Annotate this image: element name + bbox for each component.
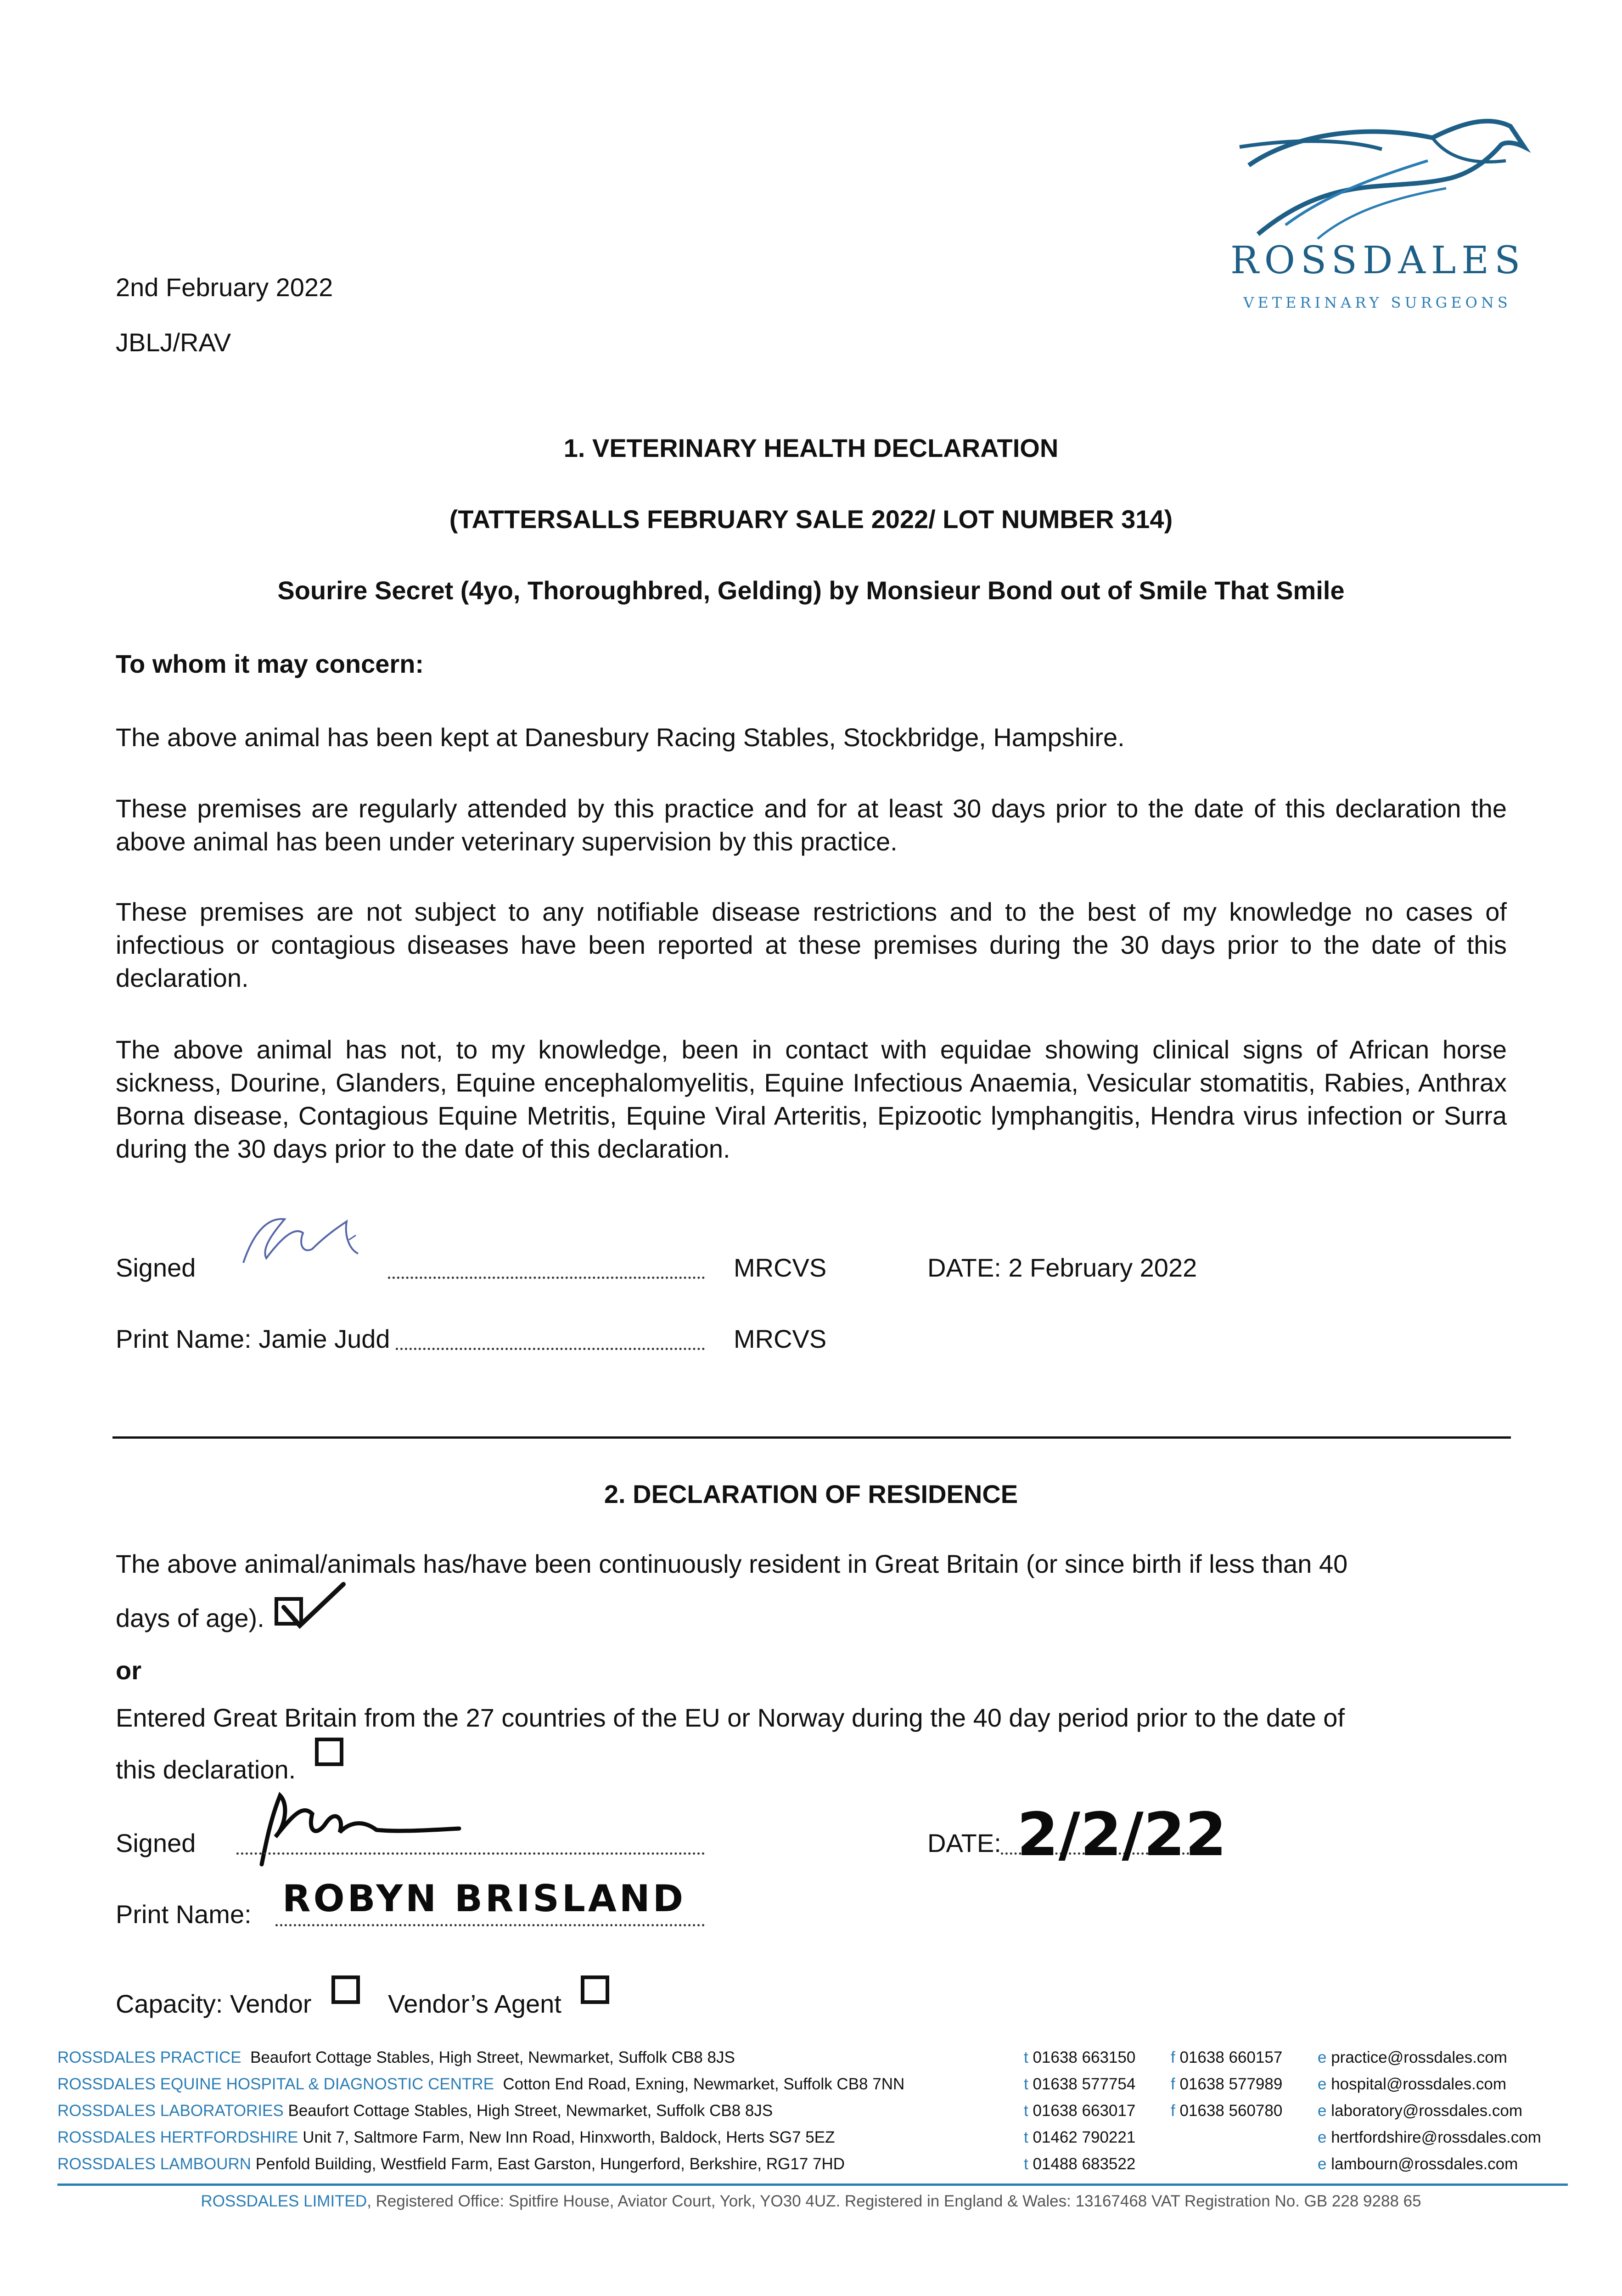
footer-row: ROSSDALES PRACTICE Beaufort Cottage Stables, High Street, Newmarket, Suffolk CB8 8JS xyxy=(57,2048,735,2066)
handwritten-date: 2/2/22 xyxy=(1017,1800,1227,1869)
footer-fax: f 01638 560780 xyxy=(1171,2102,1283,2120)
or-label: or xyxy=(116,1656,141,1685)
entered-checkbox[interactable] xyxy=(315,1738,343,1766)
checkmark-icon xyxy=(279,1580,348,1630)
print-name-vet: Print Name: Jamie Judd xyxy=(116,1324,390,1353)
paragraph: The above animal has been kept at Danesbury Racing Stables, Stockbridge, Hampshire. xyxy=(116,723,1125,752)
footer-rule xyxy=(57,2183,1568,2186)
entered-text-line1: Entered Great Britain from the 27 countries of the EU or Norway during the 40 day period prior to the date of xyxy=(116,1703,1345,1732)
section2-title: 2. DECLARATION OF RESIDENCE xyxy=(604,1480,1018,1508)
footer-row: ROSSDALES LABORATORIES Beaufort Cottage Stables, High Street, Newmarket, Suffolk CB8 8JS xyxy=(57,2102,773,2120)
horse-logo-icon xyxy=(1230,106,1533,243)
footer-phone: t 01638 663017 xyxy=(1024,2102,1136,2120)
section-divider xyxy=(112,1436,1511,1439)
signed-label-2: Signed xyxy=(116,1829,196,1857)
date-label: DATE: xyxy=(927,1829,1001,1857)
footer-email[interactable]: e practice@rossdales.com xyxy=(1318,2048,1507,2066)
vendor-signature-line xyxy=(236,1843,705,1855)
entered-text-line2: this declaration. xyxy=(116,1755,296,1784)
footer-email[interactable]: e hertfordshire@rossdales.com xyxy=(1318,2128,1541,2146)
brand-subtitle: VETERINARY SURGEONS xyxy=(1243,294,1511,311)
vendors-agent-checkbox[interactable] xyxy=(581,1975,609,2004)
letter-reference: JBLJ/RAV xyxy=(116,328,231,357)
brand-name: ROSSDALES xyxy=(1230,239,1526,282)
footer-phone: t 01638 663150 xyxy=(1024,2048,1136,2066)
footer-email[interactable]: e hospital@rossdales.com xyxy=(1318,2075,1507,2093)
footer-row: ROSSDALES HERTFORDSHIRE Unit 7, Saltmore Farm, New Inn Road, Hinxworth, Baldock, Herts SG7 5EZ xyxy=(57,2128,835,2146)
paragraph: These premises are regularly attended by this practice and for at least 30 days prior to the date of this declaration the above animal has been under veterinary supervision by this practice. xyxy=(116,794,1507,856)
footer-email[interactable]: e laboratory@rossdales.com xyxy=(1318,2102,1523,2120)
declaration-date: DATE: 2 February 2022 xyxy=(927,1253,1197,1282)
vendors-agent-label: Vendor’s Agent xyxy=(388,1989,561,2018)
section1-title: 1. VETERINARY HEALTH DECLARATION xyxy=(563,433,1059,462)
vendor-checkbox[interactable] xyxy=(331,1975,360,2004)
mrcvs-label: MRCVS xyxy=(734,1253,827,1282)
checkbox-box[interactable] xyxy=(581,1975,609,2004)
footer-email[interactable]: e lambourn@rossdales.com xyxy=(1318,2155,1518,2173)
checkbox-box[interactable] xyxy=(331,1975,360,2004)
print-name-line xyxy=(396,1339,705,1350)
vet-signature-icon xyxy=(234,1208,390,1272)
section1-subtitle: (TATTERSALLS FEBRUARY SALE 2022/ LOT NUMBER 314) xyxy=(449,505,1173,534)
footer-phone: t 01638 577754 xyxy=(1024,2075,1136,2093)
signature-line xyxy=(388,1267,705,1279)
paragraph: The above animal has not, to my knowledge, been in contact with equidae showing clinical signs of African horse sickness, Dourine, Glanders, Equine encephalomyelitis, Equine Infectious Anaemia, Vesicular stomatitis, Rabies, Anthrax Borna disease, Contagious Equine Metritis, Equine Viral Arteritis, Epizootic lymphangitis, Hendra virus infection or Surra during the 30 days prior to the date of this declaration. xyxy=(116,1035,1507,1163)
letter-date: 2nd February 2022 xyxy=(116,273,333,302)
rossdales-logo xyxy=(1212,106,1524,326)
registered-office: ROSSDALES LIMITED, Registered Office: Spitfire House, Aviator Court, York, YO30 4UZ. Registered in England & Wales: 13167468 VAT Registration No. GB 228 9288 65 xyxy=(201,2192,1421,2210)
print-name-label-2: Print Name: xyxy=(116,1900,252,1929)
horse-description: Sourire Secret (4yo, Thoroughbred, Gelding) by Monsieur Bond out of Smile That Smile xyxy=(277,576,1345,605)
vendor-signature-icon xyxy=(248,1786,468,1869)
signed-label: Signed xyxy=(116,1253,196,1282)
residence-text-line1: The above animal/animals has/have been continuously resident in Great Britain (or since birth if less than 40 xyxy=(116,1549,1348,1578)
footer-row: ROSSDALES LAMBOURN Penfold Building, Westfield Farm, East Garston, Hungerford, Berkshire, RG17 7HD xyxy=(57,2155,845,2173)
footer-row: ROSSDALES EQUINE HOSPITAL & DIAGNOSTIC CENTRE Cotton End Road, Exning, Newmarket, Suffolk CB8 7NN xyxy=(57,2075,905,2093)
footer-phone: t 01462 790221 xyxy=(1024,2128,1136,2146)
capacity-label: Capacity: Vendor xyxy=(116,1989,312,2018)
footer-phone: t 01488 683522 xyxy=(1024,2155,1136,2173)
paragraph: These premises are not subject to any notifiable disease restrictions and to the best of my knowledge no cases of infectious or contagious diseases have been reported at these premises during the 30 days prior to the date of this declaration. xyxy=(116,897,1507,992)
footer-fax: f 01638 577989 xyxy=(1171,2075,1283,2093)
salutation: To whom it may concern: xyxy=(116,649,424,678)
footer xyxy=(57,2044,1572,2191)
mrcvs-label-2: MRCVS xyxy=(734,1324,827,1353)
footer-fax: f 01638 660157 xyxy=(1171,2048,1283,2066)
checkbox-box[interactable] xyxy=(315,1738,343,1766)
residence-text-line2: days of age). xyxy=(116,1604,264,1632)
handwritten-print-name: ROBYN BRISLAND xyxy=(282,1877,686,1920)
